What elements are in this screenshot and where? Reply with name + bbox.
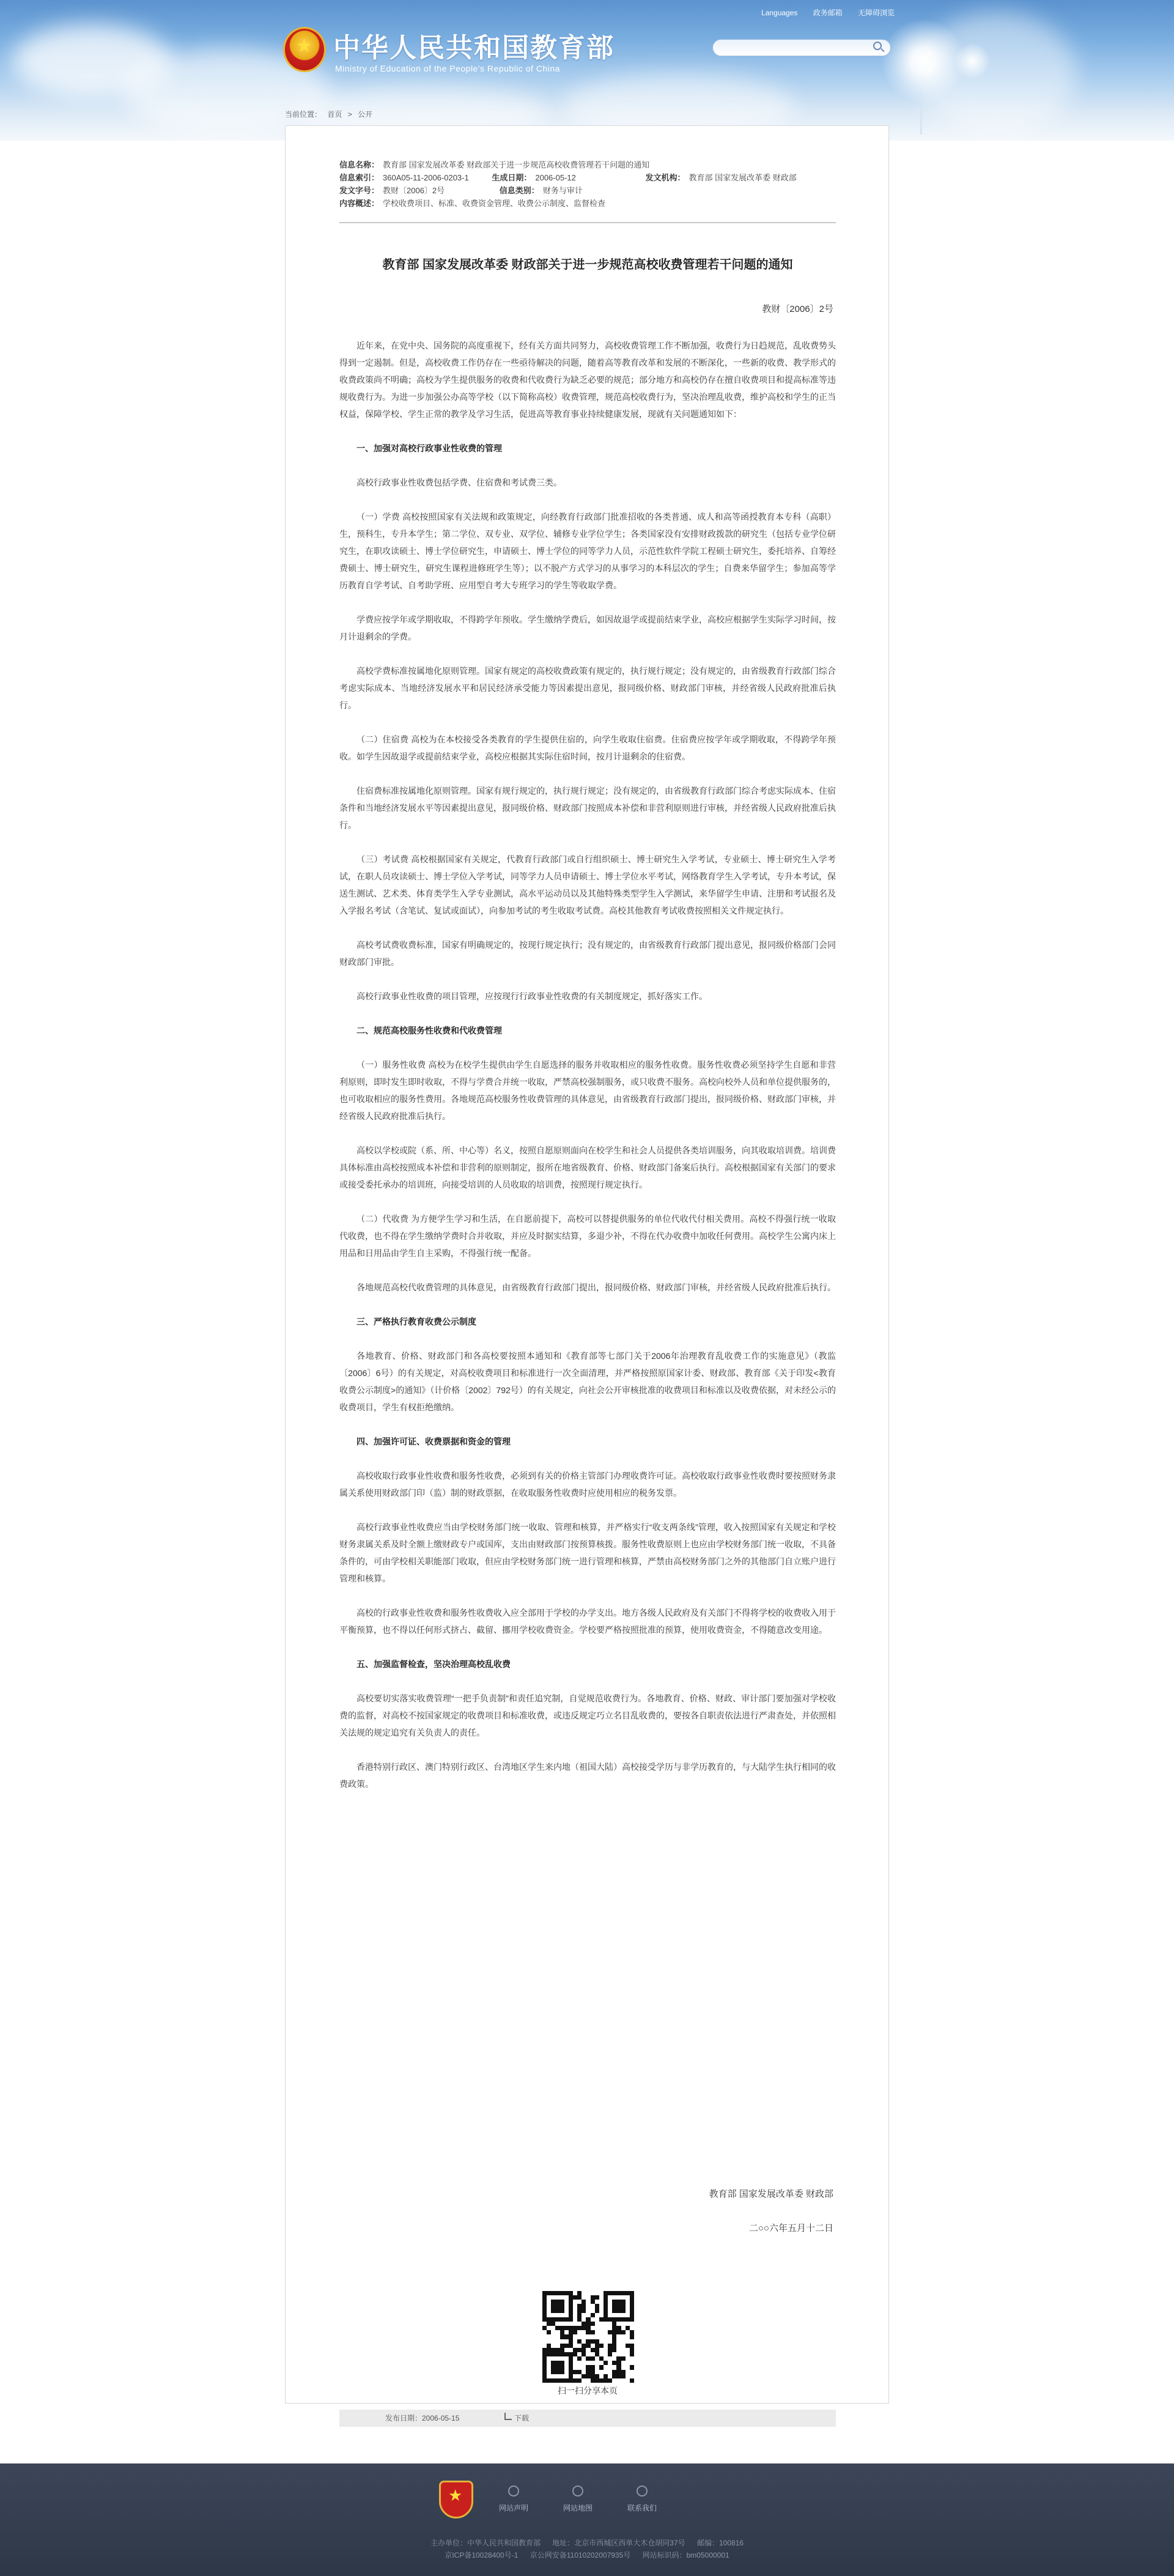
breadcrumb-separator: >	[347, 110, 352, 119]
person-icon	[508, 2485, 519, 2496]
meta-value: 2006-05-12	[535, 173, 576, 182]
breadcrumb-prefix: 当前位置：	[285, 110, 322, 119]
body-paragraph: 高校收取行政事业性收费和服务性收费，必须到有关的价格主管部门办理收费许可证。高校收取行政事业性收费时要按照财务隶属关系使用财政部门印（监）制的财政票据，在收取服务性收费时应使用相应的税务发票。	[339, 1471, 836, 1498]
meta-label: 信息索引：	[339, 173, 380, 182]
national-emblem-logo[interactable]: ★	[283, 27, 326, 72]
body-paragraph: 学费应按学年或学期收取，不得跨学年预收。学生缴纳学费后，如因故退学或提前结束学业，高校应根据学生实际学习时间，按月计退剩余的学费。	[339, 615, 836, 642]
meta-label: 内容概述：	[339, 199, 380, 208]
body-paragraph: 近年来，在党中央、国务院的高度重视下，经有关方面共同努力，高校收费管理工作不断加强，收费行为日趋规范，乱收费势头得到一定遏制。但是，高校收费工作仍存在一些亟待解决的问题，随着高等教育改革和发展的不断深化，一些新的收费、教学形式的收费政策尚不明确；高校为学生提供服务的收费和代收费行为缺乏必要的规范；部分地方和高校仍存在擅自收费项目和提高标准等违规收费行为。为进一步加强公办高等学校（以下简称高校）收费管理，规范高校收费行为，坚决治理乱收费，维护高校和学生的正当权益，保障学校、学生正常的教学及学习生活，促进高等教育事业持续健康发展，现就有关问题通知如下：	[339, 341, 836, 419]
breadcrumb-home[interactable]: 首页	[327, 110, 342, 119]
breadcrumb	[285, 109, 376, 119]
body-paragraph: （一）学费 高校按照国家有关法规和政策规定，向经教育行政部门批准招收的各类普通、成人和高等函授教育本专科（高职）生，预科生，专升本学生；第二学位、双专业、双学位、辅修专业学位学生；各类国家没有安排财政拨款的研究生（包括专业学位研究生，在职攻读硕士、博士学位研究生，申请硕士、博士学位的同等学力人员，示范性软件学院工程硕士研究生，委托培养、自筹经费硕士、博士研究生，研究生课程进修班学生等）；以不脱产方式学习的从事学习的本科层次的学生；自费来华留学生；参加高等学历教育自学考试、自考助学班、应用型自考大专班学习的学生等收取学费。	[339, 512, 836, 590]
signature-org: 教育部 国家发展改革委 财政部	[709, 2189, 833, 2199]
download-link[interactable]	[504, 2410, 529, 2427]
site-header	[0, 0, 1174, 141]
section-heading: 五、加强监督检查，坚决治理高校乱收费	[356, 1659, 511, 1669]
meta-table	[339, 158, 841, 210]
languages-link[interactable]: Languages	[761, 9, 798, 17]
meta-label: 发文机构：	[645, 173, 685, 182]
section-heading: 一、加强对高校行政事业性收费的管理	[356, 443, 502, 453]
footer-info	[0, 2537, 1174, 2561]
meta-label: 信息类别：	[499, 186, 539, 195]
footer-nav-label[interactable]: 网站声明	[498, 2504, 528, 2512]
accessibility-link[interactable]: 无障碍浏览	[858, 9, 895, 17]
footer-nav-label[interactable]: 网站地图	[563, 2504, 593, 2512]
site-subtitle: Ministry of Education of the People's Republic of China	[335, 64, 560, 73]
meta-value: 财务与审计	[542, 186, 583, 195]
dandelion-decoration	[880, 18, 966, 104]
body-paragraph: 高校行政事业性收费的项目管理，应按现行行政事业性收费的有关制度规定，抓好落实工作。	[356, 991, 707, 1001]
signature-date: 二○○六年五月十二日	[748, 2223, 833, 2234]
meta-row-title	[339, 158, 841, 171]
footer-site-id: 网站标识码：bm05000001	[642, 2551, 729, 2559]
body-paragraph: 香港特别行政区、澳门特别行政区、台湾地区学生来内地（祖国大陆）高校接受学历与非学历教育的，与大陆学生执行相同的收费政策。	[339, 1762, 836, 1789]
meta-label: 生成日期：	[492, 173, 532, 182]
body-paragraph: （二）代收费 为方便学生学习和生活，在自愿前提下，高校可以替提供服务的单位代收代付相关费用。高校不得强行统一收取代收费，也不得在学生缴纳学费时合并收取，并应及时据实结算，多退少补，不得在代办收费中加收任何费用。高校学生公寓内床上用品和日用品由学生自主采购，不得强行统一配备。	[339, 1214, 836, 1258]
document-number: 教财〔2006〕2号	[762, 304, 833, 314]
body-paragraph: 各地规范高校代收费管理的具体意见，由省级教育行政部门提出，报同级价格、财政部门审核，并经省级人民政府批准后执行。	[356, 1282, 836, 1292]
publish-date: 发布日期：2006-05-15	[385, 2414, 460, 2422]
body-paragraph: 各地教育、价格、财政部门和各高校要按照本通知和《教育部等七部门关于2006年治理教育乱收费工作的实施意见》（教监〔2006〕6号）的有关规定，对高校收费项目和标准进行一次全面清理，并严格按照原国家计委、财政部、教育部《关于印发<教育收费公示制度>的通知》（计价格〔2002〕792号）的有关规定，向社会公开审核批准的收费项目和标准以及收费依据，对未经公示的收费项目，学生有权拒绝缴纳。	[339, 1351, 836, 1412]
section-heading: 三、严格执行教育收费公示制度	[356, 1317, 476, 1327]
footer-address: 地址：北京市西城区西单大木仓胡同37号	[552, 2539, 685, 2547]
body-paragraph: 高校要切实落实收费管理“一把手负责制”和责任追究制，自觉规范收费行为。各地教育、价格、财政、审计部门要加强对学校收费的监督，对高校不按国家规定的收费项目和标准收费，或违反规定巧立名目乱收费的，要按各自职责依法进行严肃查处，并依照相关法规的规定追究有关负责人的责任。	[339, 1693, 836, 1738]
footer-icp[interactable]: 京ICP备10028400号-1	[445, 2551, 519, 2559]
footer-nav-label[interactable]: 联系我们	[627, 2504, 657, 2512]
meta-label: 信息名称：	[339, 160, 380, 169]
article-card	[285, 125, 889, 2422]
party-emblem-logo[interactable]: ★	[439, 2481, 473, 2519]
site-title[interactable]: 中华人民共和国教育部	[333, 32, 615, 64]
meta-value: 教育部 国家发展改革委 财政部	[689, 173, 797, 182]
footer-police[interactable]: 京公网安备11010202007935号	[530, 2551, 631, 2559]
sitemap-icon	[572, 2485, 583, 2496]
body-paragraph: （三）考试费 高校根据国家有关规定，代教育行政部门或自行组织硕士、博士研究生入学考试，专业硕士、博士研究生入学考试，在职人员攻读硕士、博士学位入学考试，同等学力人员申请硕士、博士学位水平考试，网络教育学生入学考试，专升本考试，保送生测试、艺术类、体育类学生入学专业测试，高水平运动员以及其他特殊类型学生入学测试，来华留学生申请、注册和考试报名及入学报名考试（含笔试、复试或面试），向参加考试的考生收取考试费。高校其他教育考试收费按照相关文件规定执行。	[339, 854, 836, 916]
meta-value: 学校收费项目、标准、收费资金管理、收费公示制度、监督检查	[383, 199, 606, 208]
body-paragraph: 高校行政事业性收费应当由学校财务部门统一收取、管理和核算，并严格实行“收支两条线”管理，收入按照国家有关规定和学校财务隶属关系及时全额上缴财政专户或国库，支出由财政部门按预算核拨。服务性收费原则上也应由学校财务部门统一收取，不具备条件的，可由学校相关职能部门收取，但应由学校财务部门统一进行管理和核算，严禁由高校财务部门之外的其他部门自立账户进行管理和核算。	[339, 1522, 836, 1583]
meta-row-summary	[339, 197, 841, 210]
body-paragraph: 高校以学校或院（系、所、中心等）名义，按照自愿原则面向在校学生和社会人员提供各类培训服务，向其收取培训费。培训费具体标准由高校按照成本补偿和非营利的原则制定，报所在地省级教育、价格、财政部门备案后执行。高校根据国家有关部门的要求或接受委托承办的培训班，向接受培训的人员收取的培训费，按照现行规定执行。	[339, 1146, 836, 1190]
meta-row-index	[339, 171, 841, 184]
breadcrumb-current[interactable]: 公开	[358, 110, 373, 119]
meta-row-doc	[339, 184, 841, 197]
body-paragraph: 住宿费标准按属地化原则管理。国家有规行规定的，执行规行规定；没有规定的，由省级教育行政部门综合考虑实际成本、住宿条件和当地经济发展水平等因素提出意见，报同级价格、财政部门按照成本补偿和非营利原则进行审核，并经省级人民政府批准后执行。	[339, 786, 836, 830]
search-icon[interactable]	[873, 42, 882, 50]
footer-sitemap-link[interactable]	[550, 2485, 605, 2513]
body-paragraph: （一）服务性收费 高校为在校学生提供由学生自愿选择的服务并收取相应的服务性收费。服务性收费必须坚持学生自愿和非营利原则，即时发生即时收取，不得与学费合并统一收取，严禁高校强制服务，或只收费不服务。高校向校外人员和单位提供服务的，也可收取相应的服务性费用。各地规范高校服务性收费管理的具体意见，由省级教育行政部门提出，报同级价格、财政部门审核，并经省级人民政府批准后执行。	[339, 1060, 836, 1121]
body-paragraph: 高校考试费收费标准，国家有明确规定的，按现行规定执行；没有规定的，由省级教育行政部门提出意见，报同级价格部门会同财政部门审批。	[339, 940, 836, 967]
footer-contact-link[interactable]	[615, 2485, 670, 2513]
site-footer	[0, 2463, 1174, 2576]
download-icon	[504, 2413, 512, 2420]
section-heading: 二、规范高校服务性收费和代收费管理	[356, 1026, 502, 1035]
top-links	[761, 7, 908, 18]
document-body	[339, 337, 836, 1810]
body-paragraph: 高校行政事业性收费包括学费、住宿费和考试费三类。	[356, 478, 562, 487]
body-paragraph: （二）住宿费 高校为在本校接受各类教育的学生提供住宿的，向学生收取住宿费。住宿费应按学年或学期收取，不得跨学年预收。如学生因故退学或提前结束学业，高校应根据其实际住宿时间，按月计退剩余的住宿费。	[339, 735, 836, 761]
meta-label: 发文字号：	[339, 186, 380, 195]
footer-postcode: 邮编：100816	[697, 2539, 744, 2547]
search-input[interactable]	[712, 39, 891, 56]
meta-value: 360A05-11-2006-0203-1	[383, 173, 469, 182]
meta-divider	[339, 222, 836, 223]
meta-value: 教财〔2006〕2号	[383, 186, 445, 195]
info-bar	[339, 2410, 836, 2427]
meta-value: 教育部 国家发展改革委 财政部关于进一步规范高校收费管理若干问题的通知	[383, 160, 650, 169]
body-paragraph: 高校学费标准按属地化原则管理。国家有规定的高校收费政策有规定的，执行规行规定；没有规定的，由省级教育行政部门综合考虑实际成本、当地经济发展水平和居民经济承受能力等因素提出意见，报同级价格、财政部门审核，并经省级人民政府批准后执行。	[339, 666, 836, 710]
document-title: 教育部 国家发展改革委 财政部关于进一步规范高校收费管理若干问题的通知	[382, 258, 793, 272]
gov-email-link[interactable]: 政务邮箱	[813, 9, 843, 17]
section-heading: 四、加强许可证、收费票据和资金的管理	[356, 1437, 511, 1446]
footer-statement-link[interactable]	[486, 2485, 541, 2513]
contact-icon	[637, 2485, 648, 2496]
download-label[interactable]: 下载	[514, 2414, 530, 2422]
qr-code	[542, 2291, 634, 2383]
qr-caption: 扫一扫分享本页	[558, 2386, 618, 2396]
body-paragraph: 高校的行政事业性收费和服务性收费收入应全部用于学校的办学支出。地方各级人民政府及有关部门不得将学校的收费收入用于平衡预算，也不得以任何形式挤占、截留、挪用学校收费资金。学校要严格按照批准的预算，使用收费资金，不得随意改变用途。	[339, 1608, 836, 1635]
footer-host: 主办单位：中华人民共和国教育部	[430, 2539, 541, 2547]
